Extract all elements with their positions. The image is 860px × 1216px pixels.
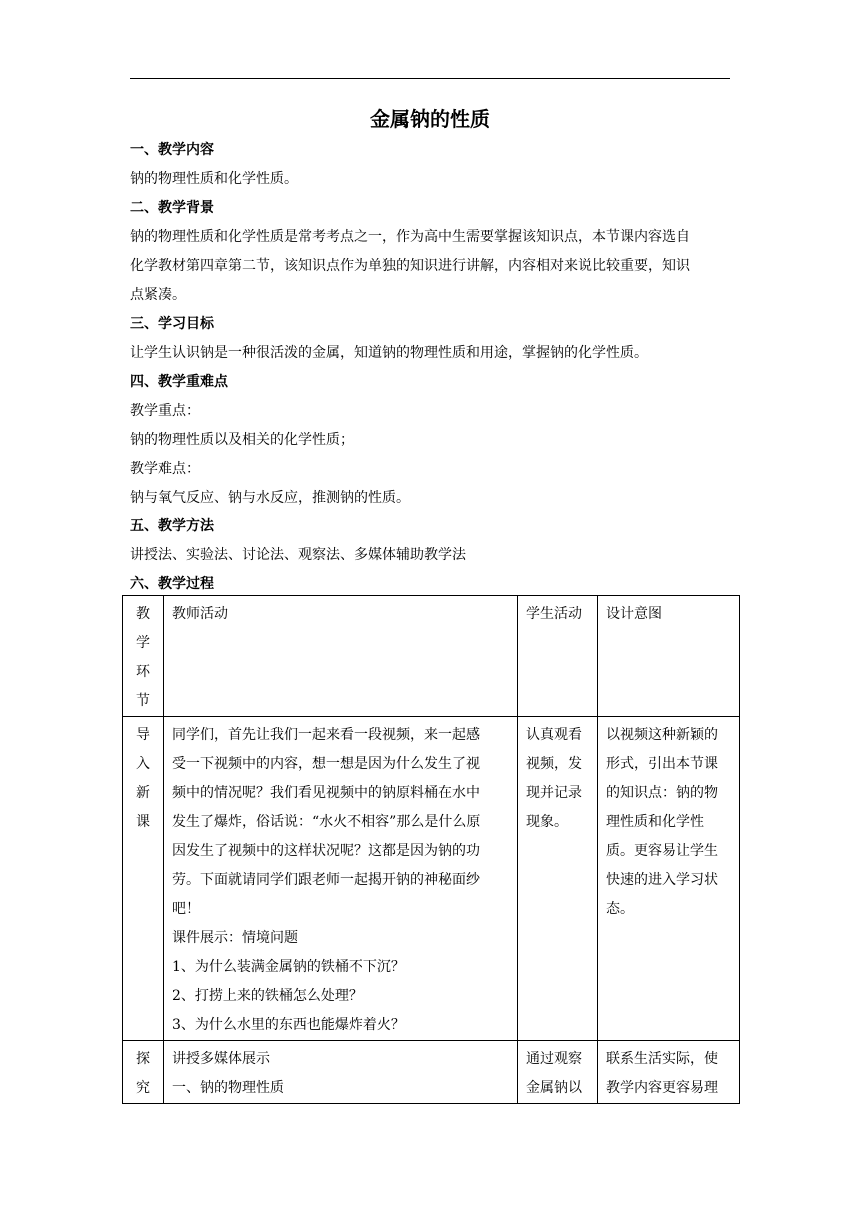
section-heading: 五、教学方法 <box>130 518 214 534</box>
header-student-cell: 学生活动 <box>518 596 598 717</box>
section-text: 钠的物理性质以及相关的化学性质； <box>130 432 354 448</box>
student-activity-cell: 认真观看 视频，发 现并记录 现象。 <box>518 717 598 1041</box>
design-intent-cell: 联系生活实际，使 教学内容更容易理 <box>598 1041 740 1104</box>
table-row <box>123 1041 740 1104</box>
section-text: 化学教材第四章第二节，该知识点作为单独的知识进行讲解，内容相对来说比较重要，知识 <box>130 258 690 274</box>
section-text: 教学重点： <box>130 403 200 419</box>
table-row <box>123 717 740 1041</box>
section-heading: 二、教学背景 <box>130 200 214 216</box>
section-heading: 四、教学重难点 <box>130 374 228 390</box>
section-text: 点紧凑。 <box>130 287 186 303</box>
stage-cell: 探 究 <box>123 1041 164 1104</box>
header-stage-cell: 教 学 环 节 <box>123 596 164 717</box>
teacher-activity-cell: 讲授多媒体展示 一、钠的物理性质 <box>164 1041 518 1104</box>
section-heading: 六、教学过程 <box>130 576 214 592</box>
section-5 <box>130 512 730 570</box>
section-text: 教学难点： <box>130 461 200 477</box>
section-text: 让学生认识钠是一种很活泼的金属，知道钠的物理性质和用途，掌握钠的化学性质。 <box>130 345 648 361</box>
section-text: 钠与氧气反应、钠与水反应，推测钠的性质。 <box>130 490 410 506</box>
section-text: 讲授法、实验法、讨论法、观察法、多媒体辅助教学法 <box>130 547 466 563</box>
section-heading: 三、学习目标 <box>130 316 214 332</box>
section-text: 钠的物理性质和化学性质。 <box>130 171 298 187</box>
teacher-activity-cell: 同学们，首先让我们一起来看一段视频，来一起感 受一下视频中的内容，想一想是因为什么发生了视 频中的情况呢？我们看见视频中的钠原料桶在水中 发生了爆炸，俗话说：“水火不相容”那么是什么原 因发生了视频中的这样状况呢？这都是因为钠的功 劳。下面就请同学们跟老师一起揭开钠的神秘面纱 吧！ 课件展示：情境问题 1、为什么装满金属钠的铁桶不下沉？ 2、打捞上来的铁桶怎么处理？ 3、为什么水里的东西也能爆炸着火？ <box>164 717 518 1041</box>
section-4 <box>130 368 730 513</box>
section-heading: 一、教学内容 <box>130 142 214 158</box>
design-intent-cell: 以视频这种新颖的 形式，引出本节课 的知识点：钠的物 理性质和化学性 质。更容易让学生 快速的进入学习状 态。 <box>598 717 740 1041</box>
section-3 <box>130 310 730 368</box>
section-2 <box>130 194 730 310</box>
stage-cell: 导 入 新 课 <box>123 717 164 1041</box>
header-rule <box>130 78 730 79</box>
student-activity-cell: 通过观察 金属钠以 <box>518 1041 598 1104</box>
document-title: 金属钠的性质 <box>370 107 490 131</box>
section-text: 钠的物理性质和化学性质是常考考点之一，作为高中生需要掌握该知识点，本节课内容选自 <box>130 229 690 245</box>
header-design-cell: 设计意图 <box>598 596 740 717</box>
teaching-process-table <box>122 595 740 1104</box>
table-header-row <box>123 596 740 717</box>
header-teacher-cell: 教师活动 <box>164 596 518 717</box>
section-1 <box>130 136 730 194</box>
